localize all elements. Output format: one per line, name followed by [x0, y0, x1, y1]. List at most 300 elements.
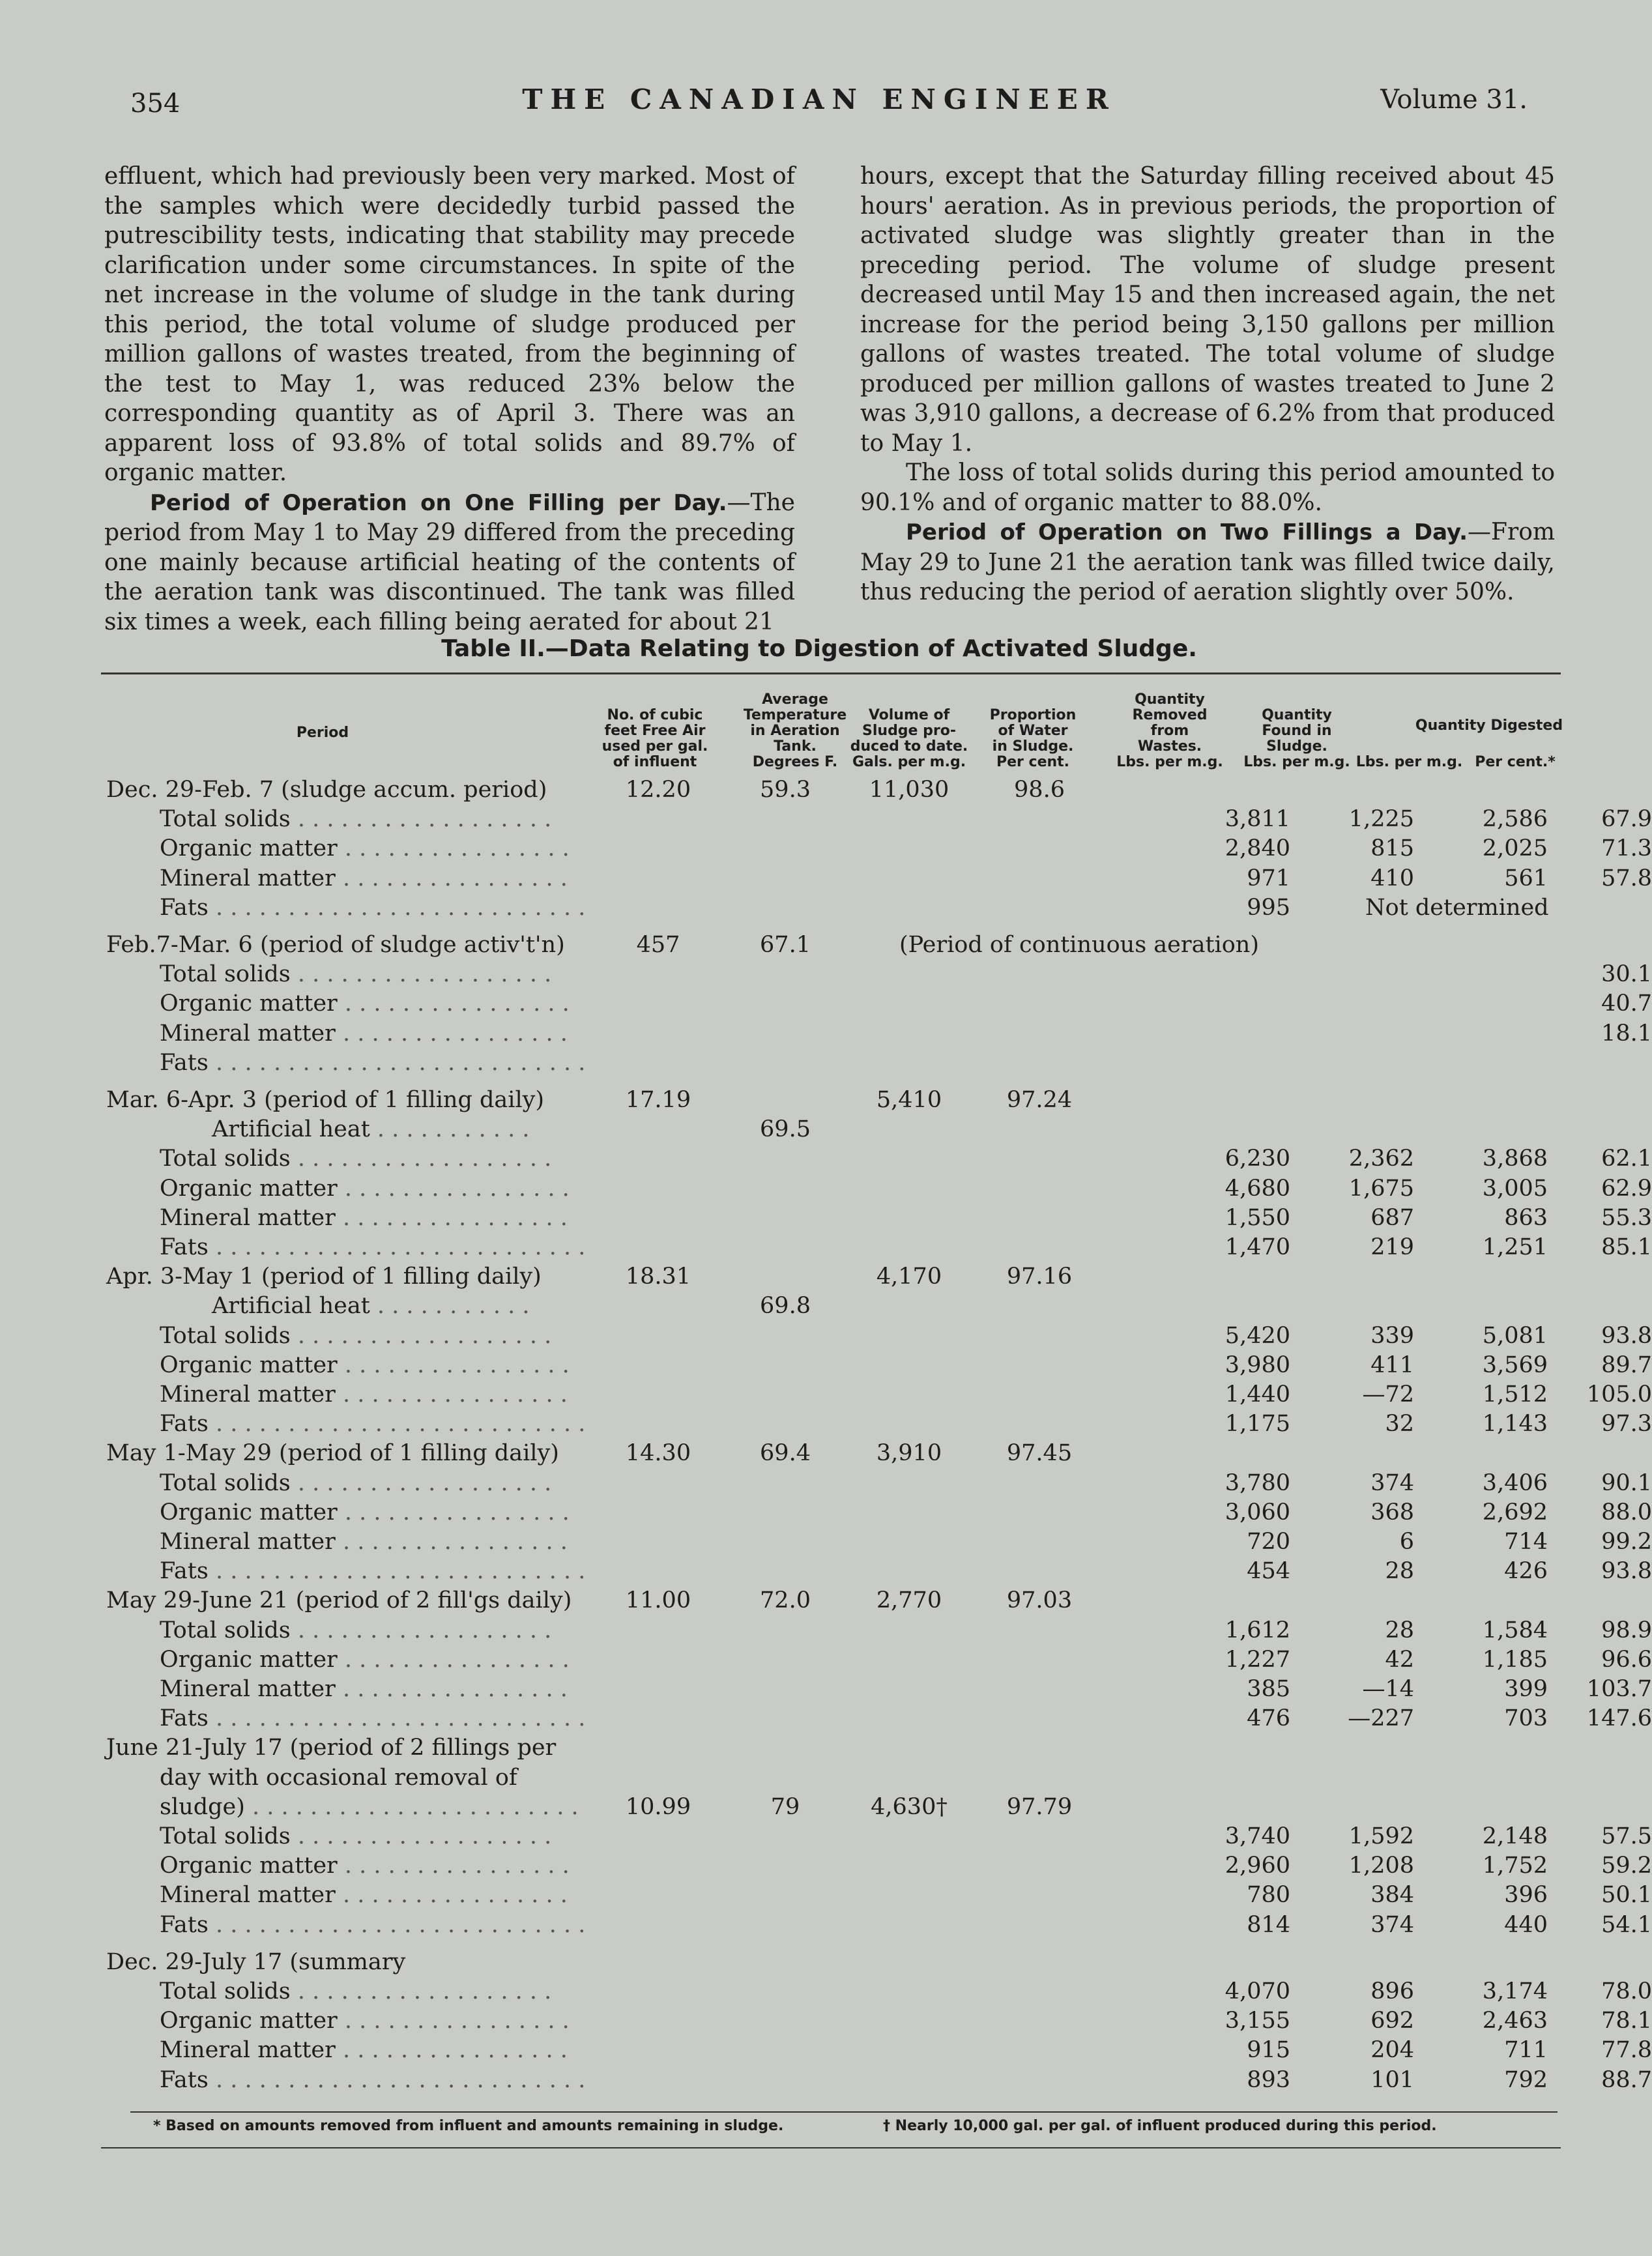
footnote-dagger: † Nearly 10,000 gal. per gal. of influent produced during this period.: [883, 2118, 1437, 2134]
cell-removed: 720: [1247, 1529, 1290, 1555]
leader-dots: . . . . . . . . . . .: [370, 1116, 530, 1143]
leader-dots: . . . . . . . . . . . . . . . .: [337, 991, 570, 1017]
table-row: [101, 1949, 1561, 1978]
cell-air: 11.00: [625, 1587, 691, 1614]
page-bottom-rule: [101, 2147, 1561, 2148]
leader-dots: . . . . . . . . . . . . . . . .: [335, 1204, 568, 1231]
table-row: [101, 1146, 1652, 1175]
cell-water: 97.24: [1006, 1087, 1073, 1113]
row-label: [160, 865, 568, 891]
row-label-text: Mar. 6-Apr. 3 (period of 1 filling daily): [106, 1087, 545, 1113]
row-label: [106, 1735, 556, 1761]
leader-dots: . . . . . . . . . . . . . . . .: [337, 1352, 570, 1378]
cell-removed: 3,780: [1225, 1469, 1290, 1496]
cell-dig: 3,569: [1482, 1352, 1548, 1378]
cell-found: 204: [1370, 2037, 1414, 2064]
leader-dots: . . . . . . . . . . . . . . . . . .: [290, 1469, 552, 1496]
cell-dig: 396: [1504, 1882, 1548, 1909]
left-column: [104, 162, 795, 637]
row-label-text: May 29-June 21 (period of 2 fill'gs daily): [106, 1587, 572, 1614]
cell-pct: 67.9: [1601, 806, 1652, 833]
left-paragraph-2-text: —The period from May 1 to May 29 differed from the preceding one mainly because artificial heating of the contents of the aeration tank was discontinued. The tank was filled six times a week, each filling being aerated for about 21: [104, 489, 795, 635]
header-water-line: Proportion: [989, 707, 1077, 723]
cell-removed: 1,612: [1225, 1617, 1290, 1643]
row-label: [160, 1529, 568, 1555]
row-label: [160, 806, 551, 832]
cell-pct: 62.9: [1601, 1175, 1652, 1202]
cell-pct: 40.7: [1601, 991, 1652, 1017]
cell-removed: 1,440: [1225, 1381, 1290, 1408]
cell-volume: 5,410: [876, 1087, 942, 1113]
leader-dots: . . . . . . . . . . . . . . . .: [337, 835, 570, 862]
row-label: [160, 1978, 551, 2004]
cell-found: 6: [1399, 1529, 1414, 1555]
row-label: [160, 1647, 570, 1673]
cell-dig: 2,586: [1482, 806, 1548, 833]
header-water-line: in Sludge.: [992, 738, 1074, 755]
cell-pct: 78.0: [1601, 1978, 1652, 2004]
row-label-text: Total solids: [160, 1617, 291, 1643]
row-label-text: Mineral matter: [160, 1204, 336, 1231]
cell-found: 219: [1370, 1234, 1414, 1260]
right-paragraph-3-text: —From May 29 to June 21 the aeration tank was filled twice daily, thus reducing the period of aeration slightly over 50%.: [860, 519, 1555, 605]
row-label-text: Mineral matter: [160, 865, 336, 891]
header-removed-line: Lbs. per m.g.: [1116, 754, 1223, 770]
row-label-text: Fats: [160, 1411, 209, 1438]
cell-dig: 5,081: [1482, 1322, 1548, 1349]
header-temp-line: Tank.: [774, 738, 817, 755]
table-row: [101, 1587, 1561, 1617]
cell-found: 42: [1385, 1646, 1414, 1673]
row-label-text: Organic matter: [160, 1646, 338, 1673]
cell-found: 896: [1370, 1978, 1414, 2004]
table-row: [101, 1558, 1652, 1587]
cell-found: 1,675: [1348, 1175, 1414, 1202]
cell-found: —72: [1362, 1381, 1414, 1408]
table-row: [101, 865, 1652, 895]
table-row: [101, 777, 1561, 806]
row-label-text: Mineral matter: [160, 1381, 336, 1408]
cell-dig: 3,406: [1482, 1469, 1548, 1496]
table-row: [101, 1020, 1652, 1050]
cell-removed: 893: [1247, 2066, 1290, 2093]
cell-dig: 1,185: [1482, 1646, 1548, 1673]
cell-found: 1,225: [1348, 806, 1414, 833]
cell-temp: 69.5: [760, 1116, 811, 1143]
cell-temp: 79: [770, 1793, 800, 1820]
table-row: [101, 1440, 1561, 1469]
header-air-line: used per gal.: [601, 738, 708, 755]
row-label: [160, 1176, 570, 1202]
cell-pct: 93.8: [1601, 1558, 1652, 1585]
table-row: [101, 1322, 1652, 1352]
header-air: [570, 708, 740, 770]
row-label: [160, 895, 585, 921]
cell-dig: 2,692: [1482, 1499, 1548, 1526]
table-row: [101, 2037, 1652, 2066]
row-label-text: Organic matter: [160, 991, 338, 1017]
table-row: [101, 1911, 1652, 1941]
cell-pct: 57.8: [1601, 865, 1652, 891]
cell-temp: 69.8: [760, 1293, 811, 1320]
cell-found: 687: [1370, 1204, 1414, 1231]
row-label: [160, 1705, 585, 1731]
cell-dig: 711: [1504, 2037, 1548, 2064]
row-label-text: Organic matter: [160, 1499, 338, 1526]
row-label: [106, 1440, 559, 1466]
cell-found: 411: [1370, 1352, 1414, 1378]
cell-pct: 78.1: [1601, 2008, 1652, 2034]
cell-removed: 3,740: [1225, 1823, 1290, 1849]
table-row: [101, 1264, 1561, 1293]
header-found-line: Found in: [1262, 723, 1332, 739]
cell-pct: 54.1: [1601, 1911, 1652, 1938]
cell-removed: 3,980: [1225, 1352, 1290, 1378]
cell-dig: 2,463: [1482, 2008, 1548, 2034]
cell-dig: 714: [1504, 1529, 1548, 1555]
left-paragraph-1: effluent, which had previously been very marked. Most of the samples which were decidedly turbid passed the putrescibility tests, indicating that stability may precede clarification under some circumstances. In spite of the net increase in the volume of sludge in the tank during this period, the total volume of sludge produced per million gallons of wastes treated, from the beginning of the test to May 1, was reduced 23% below the corresponding quantity as of April 3. There was an apparent loss of 93.8% of total solids and 89.7% of organic matter.: [104, 163, 795, 486]
cell-removed: 6,230: [1225, 1146, 1290, 1172]
row-label-text: Mineral matter: [160, 1676, 336, 1702]
cell-dig: 1,584: [1482, 1617, 1548, 1643]
row-label-text: Organic matter: [160, 1175, 338, 1202]
row-label: [160, 1617, 551, 1643]
header-found-line: Sludge.: [1266, 738, 1327, 755]
header-volume-line: Sludge pro-: [862, 723, 956, 739]
cell-temp: 59.3: [760, 777, 811, 803]
header-volume-line: Gals. per m.g.: [852, 754, 966, 770]
row-label: [160, 2037, 568, 2063]
table-row: [101, 1705, 1652, 1735]
cell-found: —227: [1348, 1705, 1414, 1732]
table-bottom-rule: [130, 2111, 1558, 2113]
cell-found: 1,592: [1348, 1823, 1414, 1849]
table-row: [101, 1978, 1652, 2008]
leader-dots: . . . . . . . . . . . . . . . . . .: [290, 1146, 552, 1172]
cell-removed: 780: [1247, 1882, 1290, 1909]
cell-temp: 72.0: [760, 1587, 811, 1614]
cell-volume: 4,170: [876, 1264, 942, 1290]
cell-removed: 971: [1247, 865, 1290, 891]
row-label: [160, 1381, 568, 1408]
cell-removed: 3,060: [1225, 1499, 1290, 1526]
cell-removed: 1,175: [1225, 1411, 1290, 1438]
header-air-line: No. of cubic: [607, 707, 703, 723]
leader-dots: . . . . . . . . . . .: [370, 1293, 530, 1320]
table-row: [101, 961, 1652, 991]
cell-pct: 147.6: [1586, 1705, 1652, 1732]
leader-dots: . . . . . . . . . . . . . . . .: [337, 1646, 570, 1673]
leader-dots: . . . . . . . . . . . . . . . .: [335, 2037, 568, 2064]
table-row: [101, 1794, 1561, 1823]
cell-removed: 1,550: [1225, 1204, 1290, 1231]
row-label-text: Total solids: [160, 806, 291, 833]
row-label-text: Fats: [160, 1558, 209, 1585]
cell-pct: 93.8: [1601, 1322, 1652, 1349]
row-label-text: Mineral matter: [160, 1882, 336, 1909]
leader-dots: . . . . . . . . . . . . . . . . . . . . . . .: [244, 1793, 579, 1820]
table-row: [101, 1087, 1561, 1116]
cell-pct: 71.3: [1601, 835, 1652, 862]
header-temp-line: Temperature: [743, 707, 847, 723]
header-temp-line: Average: [762, 691, 828, 708]
right-column: [860, 162, 1555, 607]
row-label-text: Total solids: [160, 1978, 291, 2004]
page-header: [0, 77, 1638, 123]
cell-water: 98.6: [1014, 777, 1065, 803]
row-label-text: Fats: [160, 1705, 209, 1732]
leader-dots: . . . . . . . . . . . . . . . .: [335, 1529, 568, 1555]
table-row: [101, 2066, 1652, 2096]
cell-temp: 69.4: [760, 1440, 811, 1467]
cell-dig: 561: [1504, 865, 1548, 891]
row-label: [160, 1882, 568, 1908]
row-label: [106, 1264, 542, 1290]
cell-pct: 88.7: [1601, 2066, 1652, 2093]
cell-found: 2,362: [1348, 1146, 1414, 1172]
cell-dig: 703: [1504, 1705, 1548, 1732]
table-row: [101, 806, 1652, 835]
cell-pct: 97.3: [1601, 1411, 1652, 1438]
leader-dots: . . . . . . . . . . . . . . . . . . . . . . . . . .: [208, 894, 586, 921]
row-label: [160, 835, 570, 861]
row-label-text: June 21-July 17 (period of 2 fillings per: [106, 1735, 557, 1761]
table-row: [101, 1499, 1652, 1529]
table-row: [101, 1646, 1652, 1676]
cell-dig: 399: [1504, 1676, 1548, 1702]
row-label-text: Total solids: [160, 1469, 291, 1496]
table-row: [101, 1204, 1652, 1234]
cell-pct: 50.1: [1601, 1882, 1652, 1909]
cell-dig: 863: [1504, 1204, 1548, 1231]
cell-removed: 814: [1247, 1911, 1290, 1938]
row-label-text: Total solids: [160, 1322, 291, 1349]
leader-dots: . . . . . . . . . . . . . . . . . .: [290, 806, 552, 833]
row-label-text: Dec. 29-Feb. 7 (sludge accum. period): [106, 777, 547, 803]
cell-pct: 57.5: [1601, 1823, 1652, 1849]
cell-removed: 2,840: [1225, 835, 1290, 862]
cell-found: 339: [1370, 1322, 1414, 1349]
leader-dots: . . . . . . . . . . . . . . . .: [335, 865, 568, 891]
cell-pct: 98.9: [1601, 1617, 1652, 1643]
row-label-text: sludge): [160, 1793, 245, 1820]
header-digested: Quantity Digested: [1415, 717, 1563, 734]
row-label: [106, 1087, 544, 1113]
cell-pct: 89.7: [1601, 1352, 1652, 1378]
cell-dig: 1,143: [1482, 1411, 1548, 1438]
row-label: [160, 1470, 551, 1496]
cell-water: 97.16: [1006, 1264, 1073, 1290]
cell-pct: 62.1: [1601, 1146, 1652, 1172]
header-removed-line: Removed: [1132, 707, 1208, 723]
row-label: [212, 1293, 530, 1319]
cell-removed: 915: [1247, 2037, 1290, 2064]
cell-removed: 1,227: [1225, 1646, 1290, 1673]
masthead: THE CANADIAN ENGINEER: [522, 83, 1116, 115]
row-label: [160, 1558, 585, 1584]
row-label-text: Fats: [160, 1234, 209, 1260]
cell-pct: 90.1: [1601, 1469, 1652, 1496]
row-label-text: Organic matter: [160, 2008, 338, 2034]
row-label: [160, 1020, 568, 1047]
table-row: [101, 1293, 1561, 1322]
header-air-line: feet Free Air: [604, 723, 706, 739]
cell-dig: 440: [1504, 1911, 1548, 1938]
leader-dots: . . . . . . . . . . . . . . . . . . . . . . . . . .: [208, 1234, 586, 1260]
cell-dig: 1,512: [1482, 1381, 1548, 1408]
leader-dots: . . . . . . . . . . . . . . . . . . . . . . . . . .: [208, 1411, 586, 1438]
cell-removed: 3,155: [1225, 2008, 1290, 2034]
row-label-text: Mineral matter: [160, 2037, 336, 2064]
cell-dig: 2,025: [1482, 835, 1548, 862]
row-label-text: Total solids: [160, 1823, 291, 1849]
row-label: [160, 2067, 585, 2093]
right-paragraph-1: hours, except that the Saturday filling received about 45 hours' aeration. As in previous periods, the proportion of activated sludge was slightly greater than in the preceding period. The volume of sludge present decreased until May 15 and then increased again, the net increase for the period being 3,150 gallons per million gallons of wastes treated. The total volume of sludge produced per million gallons of wastes treated to June 2 was 3,910 gallons, a decrease of 6.2% from that produced to May 1.: [860, 163, 1555, 457]
footnote-asterisk: * Based on amounts removed from influent and amounts remaining in sludge.: [153, 2118, 784, 2134]
cell-air: 10.99: [625, 1793, 691, 1820]
cell-pct: 96.6: [1601, 1646, 1652, 1673]
cell-dig: 792: [1504, 2066, 1548, 2093]
cell-dig: 1,752: [1482, 1853, 1548, 1879]
leader-dots: . . . . . . . . . . . . . . . . . . . . . . . . . .: [208, 1558, 586, 1585]
row-label: [106, 1587, 572, 1613]
header-volume-line: Volume of: [868, 707, 950, 723]
table-row: [101, 1823, 1652, 1853]
cell-removed: 2,960: [1225, 1853, 1290, 1879]
table-row: [101, 1853, 1652, 1882]
cell-air: 18.31: [625, 1264, 691, 1290]
cell-pct: 105.0: [1586, 1381, 1652, 1408]
row-label-text: Artificial heat: [212, 1116, 370, 1143]
table-row: [101, 1116, 1561, 1146]
header-removed-line: from: [1150, 723, 1189, 739]
table-row: [101, 2008, 1652, 2037]
table-top-rule: [101, 672, 1561, 674]
section-heading-two-fillings: Period of Operation on Two Fillings a Day.: [906, 519, 1468, 545]
leader-dots: . . . . . . . . . . . . . . . . . . . . . . . . . .: [208, 1049, 586, 1076]
row-label: [160, 1823, 551, 1849]
table-row: [101, 1765, 1561, 1794]
table-row: [101, 1735, 1561, 1764]
cell-dig: 3,005: [1482, 1175, 1548, 1202]
row-label-text: day with occasional removal of: [160, 1764, 517, 1791]
table-row: [101, 1175, 1652, 1205]
row-label: [160, 961, 551, 987]
cell-pct: 88.0: [1601, 1499, 1652, 1526]
cell-removed: 4,070: [1225, 1978, 1290, 2004]
section-heading-one-filling: Period of Operation on One Filling per Day.: [150, 489, 727, 516]
row-label-text: Total solids: [160, 1146, 291, 1172]
leader-dots: . . . . . . . . . . . . . . . .: [337, 1175, 570, 1202]
cell-dig: 3,868: [1482, 1146, 1548, 1172]
cell-removed: 476: [1247, 1705, 1290, 1732]
cell-pct: 103.7: [1586, 1676, 1652, 1702]
header-removed-line: Wastes.: [1137, 738, 1202, 755]
cell-water: 97.79: [1006, 1793, 1073, 1820]
row-label: [160, 991, 570, 1017]
cell-found: 374: [1370, 1469, 1414, 1496]
row-label-text: Organic matter: [160, 835, 338, 862]
row-label-text: Fats: [160, 894, 209, 921]
row-label-text: Total solids: [160, 961, 291, 988]
header-found-line: Lbs. per m.g.: [1243, 754, 1350, 770]
cell-dig: 2,148: [1482, 1823, 1548, 1849]
row-label-text: Apr. 3-May 1 (period of 1 filling daily): [106, 1264, 542, 1290]
cell-removed: 1,470: [1225, 1234, 1290, 1260]
cell-removed: 3,811: [1225, 806, 1290, 833]
row-label: [160, 2008, 570, 2034]
header-air-line: of influent: [613, 754, 697, 770]
row-label: [160, 1912, 585, 1938]
cell-found: —14: [1362, 1676, 1414, 1702]
cell-dig: 426: [1504, 1558, 1548, 1585]
row-label: [160, 1146, 551, 1172]
leader-dots: . . . . . . . . . . . . . . . . . .: [290, 1617, 552, 1643]
header-found: [1232, 708, 1362, 770]
row-label: [160, 1853, 570, 1879]
header-water-line: of Water: [998, 723, 1068, 739]
row-label-text: Fats: [160, 1049, 209, 1076]
leader-dots: . . . . . . . . . . . . . . . . . . . . . . . . . .: [208, 2066, 586, 2093]
cell-pct: 59.2: [1601, 1853, 1652, 1879]
cell-removed: 385: [1247, 1676, 1290, 1702]
cell-removed: 995: [1247, 894, 1290, 921]
row-label: [160, 1411, 585, 1437]
cell-found: 1,208: [1348, 1853, 1414, 1879]
leader-dots: . . . . . . . . . . . . . . . . . .: [290, 1322, 552, 1349]
row-label: [106, 777, 547, 803]
row-label-text: Organic matter: [160, 1352, 338, 1378]
cell-volume: 2,770: [876, 1587, 942, 1614]
header-removed-line: Quantity: [1135, 691, 1205, 708]
table-row: [101, 1411, 1652, 1440]
row-label-text: Mineral matter: [160, 1529, 336, 1555]
row-label: [160, 1205, 568, 1231]
table-row: [101, 1882, 1652, 1911]
table-row: [101, 835, 1652, 865]
cell-removed: 4,680: [1225, 1175, 1290, 1202]
cell-dig: 1,251: [1482, 1234, 1548, 1260]
row-label: [160, 1765, 517, 1791]
cell-water: 97.45: [1006, 1440, 1073, 1467]
table-row: [101, 1676, 1652, 1705]
cell-pct: 99.2: [1601, 1529, 1652, 1555]
cell-volume: 3,910: [876, 1440, 942, 1467]
cell-dig: 3,174: [1482, 1978, 1548, 2004]
cell-air: 457: [636, 932, 680, 958]
header-temp-line: in Aeration: [750, 723, 840, 739]
cell-found: 101: [1370, 2066, 1414, 2093]
table-column-headers: [101, 689, 1561, 777]
cell-found: 374: [1370, 1911, 1414, 1938]
leader-dots: . . . . . . . . . . . . . . . . . .: [290, 1823, 552, 1849]
cell-temp: 67.1: [760, 932, 811, 958]
table-row: [101, 1352, 1652, 1381]
table-row: [101, 932, 1561, 961]
row-label-text: Fats: [160, 1911, 209, 1938]
leader-dots: . . . . . . . . . . . . . . . . . .: [290, 961, 552, 988]
row-label: [212, 1116, 530, 1142]
cell-pct: 85.1: [1601, 1234, 1652, 1260]
cell-removed: 5,420: [1225, 1322, 1290, 1349]
cell-found: 32: [1385, 1411, 1414, 1438]
row-note: (Period of continuous aeration): [899, 932, 1259, 958]
row-label-text: Organic matter: [160, 1853, 338, 1879]
leader-dots: . . . . . . . . . . . . . . . .: [335, 1676, 568, 1702]
header-removed: [1092, 692, 1248, 770]
leader-dots: . . . . . . . . . . . . . . . . . .: [290, 1978, 552, 2004]
cell-air: 12.20: [625, 777, 691, 803]
